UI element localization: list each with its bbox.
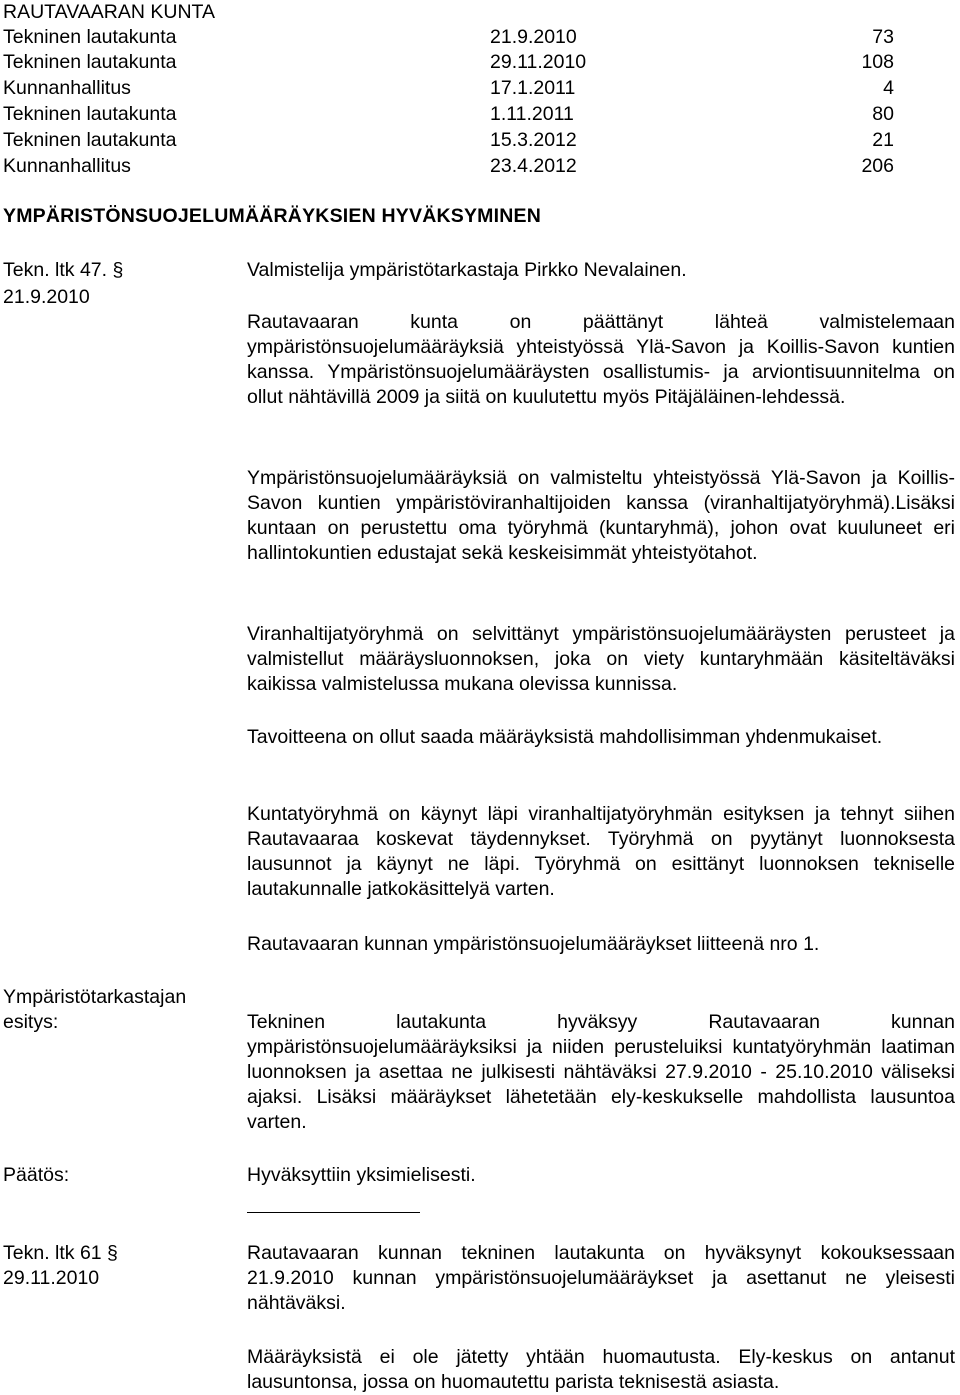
item1-paragraph: Rautavaaran kunta on päättänyt lähteä valmistelemaan ympäristönsuojelumääräyksiä yhteistyössä Ylä-Savon ja Koillis-Savon kuntien kanssa. Ympäristönsuojelumääräysten osallistumis- ja arviontisuunnitelma on ollut nähtävillä 2009 ja siitä on kuulutettu myös Pitäjäläinen-lehdessä. xyxy=(247,311,955,408)
history-number: 108 xyxy=(861,51,894,73)
item1-preparer: Valmistelija ympäristötarkastaja Pirkko Nevalainen. xyxy=(247,259,687,281)
history-number: 80 xyxy=(872,103,894,125)
history-org: Kunnanhallitus xyxy=(3,77,131,99)
history-date: 15.3.2012 xyxy=(490,129,577,151)
history-date: 29.11.2010 xyxy=(490,51,587,73)
decision-text: Hyväksyttiin yksimielisesti. xyxy=(247,1164,476,1186)
separator-line xyxy=(247,1212,420,1213)
history-row xyxy=(0,154,960,179)
history-number: 73 xyxy=(872,26,894,48)
history-row xyxy=(0,102,960,127)
item1-reference: Tekn. ltk 47. § xyxy=(3,259,124,281)
history-date: 23.4.2012 xyxy=(490,155,577,177)
history-org: Tekninen lautakunta xyxy=(3,129,177,151)
history-row xyxy=(0,76,960,101)
proposal-label: Ympäristötarkastajan esitys: xyxy=(3,986,187,1033)
item1-paragraph: Rautavaaran kunnan ympäristönsuojelumääräykset liitteenä nro 1. xyxy=(247,933,820,955)
item2-paragraph: Määräyksistä ei ole jätetty yhtään huomautusta. Ely-keskus on antanut lausuntonsa, jossa on huomautettu parista teknisestä asiasta. xyxy=(247,1346,955,1393)
history-row xyxy=(0,25,960,50)
item1-paragraph: Ympäristönsuojelumääräyksiä on valmisteltu yhteistyössä Ylä-Savon ja Koillis-Savon kuntien ympäristöviranhaltijoiden kanssa (viranhaltijatyöryhmä).Lisäksi kuntaan on perustettu oma työryhmä (kuntaryhmä), johon ovat kuuluneet eri hallintokuntien edustajat sekä keskeisimmät yhteistyötahot. xyxy=(247,467,955,564)
history-number: 4 xyxy=(883,77,894,99)
history-org: Tekninen lautakunta xyxy=(3,26,177,48)
history-row xyxy=(0,128,960,153)
item2-reference: Tekn. ltk 61 § xyxy=(3,1242,118,1264)
proposal-text: Tekninen lautakunta hyväksyy Rautavaaran kunnan ympäristönsuojelumääräyksiksi ja niiden perusteluiksi kuntatyöryhmän laatiman luonnoksen ja asettaa ne julkisesti nähtäväksi 27.9.2010 - 25.10.2010 väliseksi ajaksi. Lisäksi määräykset lähetetään ely-keskukselle mahdollista lausuntoa varten. xyxy=(247,1011,955,1133)
item1-paragraph: Viranhaltijatyöryhmä on selvittänyt ympäristönsuojelumääräysten perusteet ja valmistellut määräysluonnoksen, joka on viety kuntaryhmään käsiteltäväksi kaikissa valmistelussa mukana olevissa kunnissa. xyxy=(247,623,955,695)
item2-date: 29.11.2010 xyxy=(3,1267,100,1289)
history-row xyxy=(0,50,960,75)
item1-paragraph: Kuntatyöryhmä on käynyt läpi viranhaltijatyöryhmän esityksen ja tehnyt siihen Rautavaaraa koskevat täydennykset. Työryhmä on pyytänyt luonnoksesta lausunnot ja käynyt ne läpi. Työryhmä on esittänyt luonnoksen tekniselle lautakunnalle jatkokäsittelyä varten. xyxy=(247,803,955,900)
item2-paragraph: Rautavaaran kunnan tekninen lautakunta on hyväksynyt kokouksessaan 21.9.2010 kunnan ympäristönsuojelumääräykset ja asettanut ne yleisesti nähtäväksi. xyxy=(247,1242,955,1314)
decision-label: Päätös: xyxy=(3,1164,70,1186)
section-heading: YMPÄRISTÖNSUOJELUMÄÄRÄYKSIEN HYVÄKSYMINEN xyxy=(3,205,542,227)
history-org: Tekninen lautakunta xyxy=(3,103,177,125)
history-org: Kunnanhallitus xyxy=(3,155,131,177)
history-date: 21.9.2010 xyxy=(490,26,577,48)
history-date: 1.11.2011 xyxy=(490,103,574,125)
history-org: Tekninen lautakunta xyxy=(3,51,177,73)
history-number: 21 xyxy=(872,129,894,151)
history-number: 206 xyxy=(861,155,894,177)
item1-date: 21.9.2010 xyxy=(3,286,90,308)
history-date: 17.1.2011 xyxy=(490,77,576,99)
municipality-title: RAUTAVAARAN KUNTA xyxy=(3,1,215,23)
item1-paragraph: Tavoitteena on ollut saada määräyksistä mahdollisimman yhdenmukaiset. xyxy=(247,726,883,748)
